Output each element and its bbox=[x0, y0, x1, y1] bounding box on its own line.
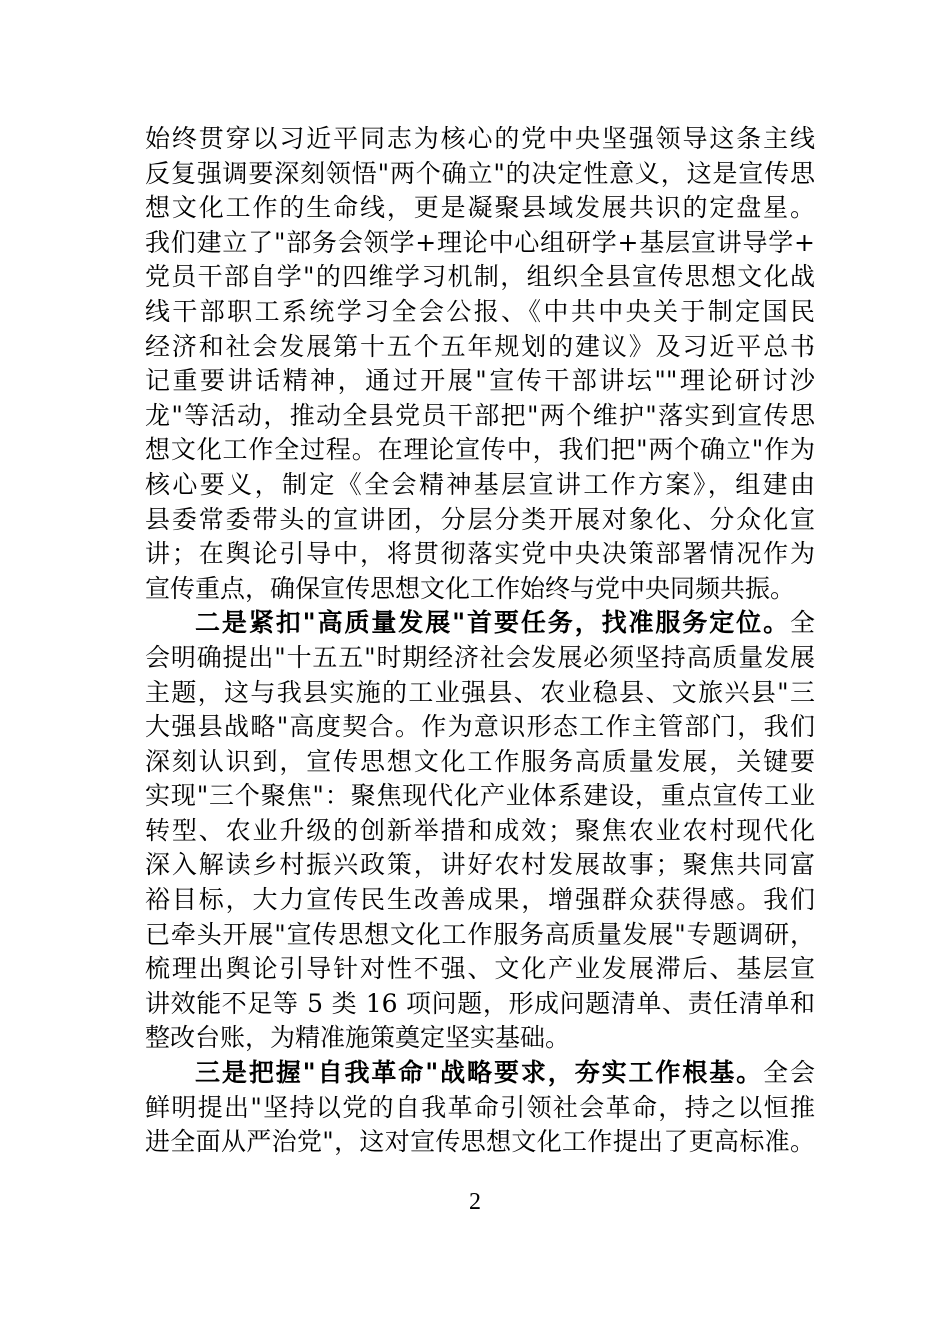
text-line: 线干部职工系统学习全会公报、《中共中央关于制定国民 bbox=[145, 296, 815, 326]
text-line: 龙"等活动，推动全县党员干部把"两个维护"落实到宣传思 bbox=[145, 400, 815, 430]
paragraph-heading: 三是把握"自我革命"战略要求，夯实工作根基。 bbox=[195, 1058, 764, 1088]
text-line: 进全面从严治党"，这对宣传思想文化工作提出了更高标准。 bbox=[145, 1127, 815, 1157]
paragraph-first-line bbox=[145, 606, 815, 641]
text-line: 县委常委带头的宣讲团，分层分类开展对象化、分众化宣 bbox=[145, 504, 815, 534]
page-number: 2 bbox=[469, 1189, 481, 1215]
text-line: 主题，这与我县实施的工业强县、农业稳县、文旅兴县"三 bbox=[145, 677, 815, 707]
text-line: 党员干部自学"的四维学习机制，组织全县宣传思想文化战 bbox=[145, 262, 815, 292]
text-line: 宣传重点，确保宣传思想文化工作始终与党中央同频共振。 bbox=[145, 573, 796, 603]
text-line: 转型、农业升级的创新举措和成效；聚焦农业农村现代化 bbox=[145, 815, 815, 845]
text-line: 梳理出舆论引导针对性不强、文化产业发展滞后、基层宣 bbox=[145, 954, 815, 984]
text-line: 反复强调要深刻领悟"两个确立"的决定性意义，这是宣传思 bbox=[145, 158, 815, 188]
text-line: 整改台账，为精准施策奠定坚实基础。 bbox=[145, 1023, 571, 1053]
paragraph-first-line bbox=[145, 1056, 815, 1091]
text-line: 大强县战略"高度契合。作为意识形态工作主管部门，我们 bbox=[145, 712, 815, 742]
text-line: 深入解读乡村振兴政策，讲好农村发展故事；聚焦共同富 bbox=[145, 850, 815, 880]
paragraph-2 bbox=[145, 606, 815, 1056]
text-line: 记重要讲话精神，通过开展"宣传干部讲坛""理论研讨沙 bbox=[145, 366, 815, 396]
text-line: 想文化工作的生命线，更是凝聚县域发展共识的定盘星。 bbox=[145, 193, 815, 223]
text-line: 会明确提出"十五五"时期经济社会发展必须坚持高质量发展 bbox=[145, 642, 815, 672]
body-text bbox=[145, 122, 815, 1160]
text-line: 我们建立了"部务会领学+理论中心组研学+基层宣讲导学+ bbox=[145, 227, 815, 257]
text-line: 想文化工作全过程。在理论宣传中，我们把"两个确立"作为 bbox=[145, 435, 815, 465]
text-line: 深刻认识到，宣传思想文化工作服务高质量发展，关键要 bbox=[145, 746, 815, 776]
text-line: 鲜明提出"坚持以党的自我革命引领社会革命，持之以恒推 bbox=[145, 1092, 815, 1122]
paragraph-3 bbox=[145, 1056, 815, 1160]
text-line: 核心要义，制定《全会精神基层宣讲工作方案》，组建由 bbox=[145, 469, 815, 499]
paragraph-heading: 二是紧扣"高质量发展"首要任务，找准服务定位。 bbox=[195, 608, 790, 638]
text-line: 实现"三个聚焦"：聚焦现代化产业体系建设，重点宣传工业 bbox=[145, 781, 815, 811]
text-line: 讲；在舆论引导中，将贯彻落实党中央决策部署情况作为 bbox=[145, 539, 815, 569]
paragraph-1 bbox=[145, 122, 815, 606]
text-line: 已牵头开展"宣传思想文化工作服务高质量发展"专题调研， bbox=[145, 919, 815, 949]
text-segment: 全会 bbox=[763, 1058, 815, 1088]
text-line: 经济和社会发展第十五个五年规划的建议》及习近平总书 bbox=[145, 331, 815, 361]
text-line: 讲效能不足等 5 类 16 项问题，形成问题清单、责任清单和 bbox=[145, 988, 815, 1018]
text-segment: 全 bbox=[789, 608, 815, 638]
text-line: 始终贯穿以习近平同志为核心的党中央坚强领导这条主线 bbox=[145, 124, 815, 153]
text-line: 裕目标，大力宣传民生改善成果，增强群众获得感。我们 bbox=[145, 885, 815, 915]
